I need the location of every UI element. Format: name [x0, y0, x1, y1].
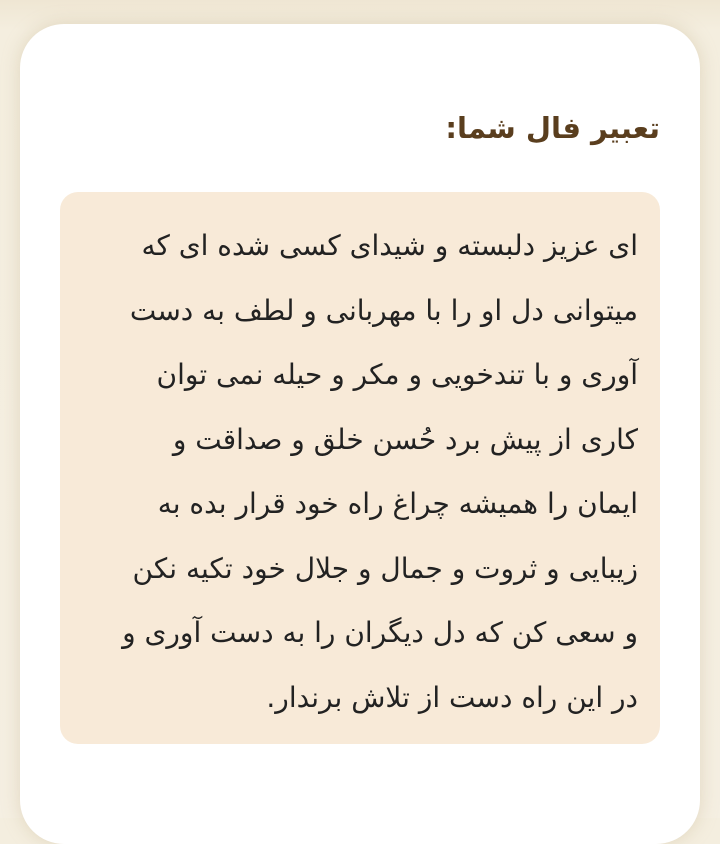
fortune-line: و سعی کن که دل دیگران را به دست آوری و [122, 616, 638, 649]
fortune-line: زیبایی و ثروت و جمال و جلال خود تکیه نکن [132, 551, 638, 585]
fortune-line: کاری از پیش برد حُسن خلق و صداقت و [172, 422, 638, 456]
fortune-interpretation-box [60, 192, 660, 744]
result-heading: تعبیر فال شما: [445, 111, 660, 145]
fortune-interpretation-text [80, 214, 638, 730]
fortune-line: میتوانی دل او را با مهربانی و لطف به دست [129, 293, 638, 327]
fortune-line: ای عزیز دلبسته و شیدای کسی شده ای که [141, 229, 638, 262]
fortune-line: ایمان را همیشه چراغ راه خود قرار بده به [157, 487, 638, 520]
fortune-line: در این راه دست از تلاش برندار. [266, 680, 638, 714]
fortune-line: آوری و با تندخویی و مکر و حیله نمی توان [156, 358, 638, 391]
fortune-result-card [20, 24, 700, 844]
